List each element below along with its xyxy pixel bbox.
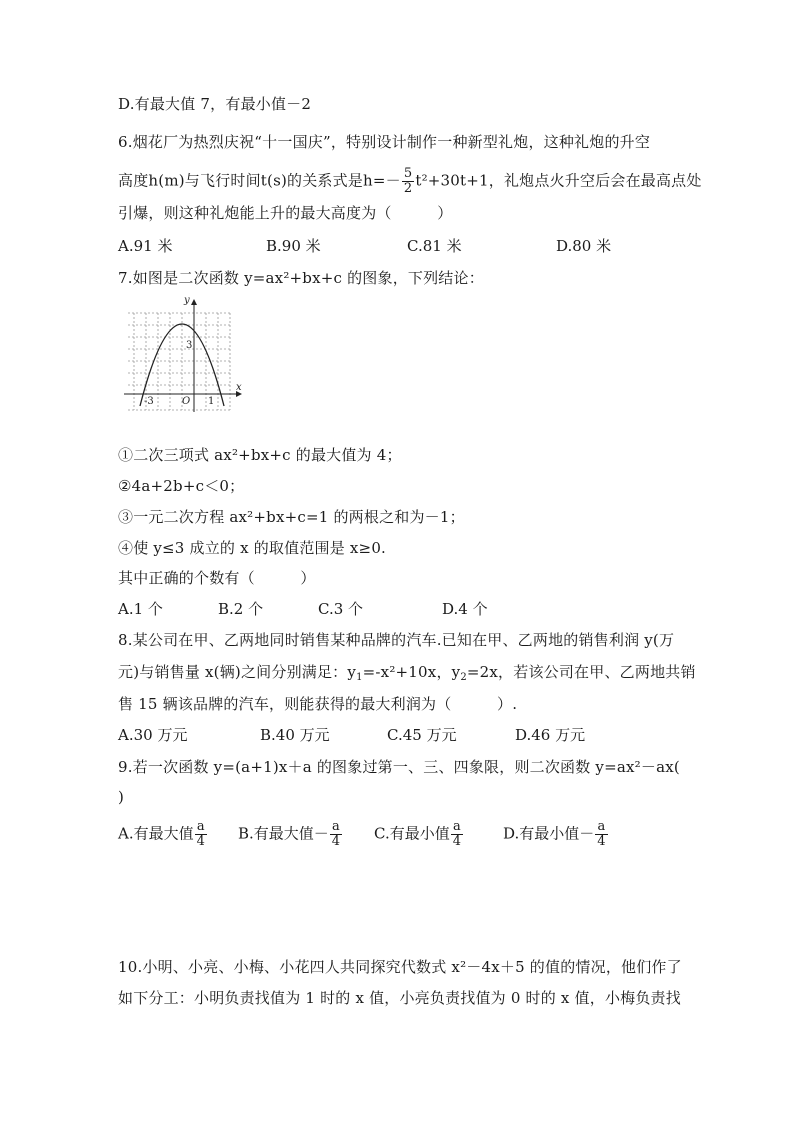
q8-y2-subscript: 2 xyxy=(460,672,467,683)
q6-stem-line1: 6.烟花厂为热烈庆祝“十一国庆”，特别设计制作一种新型礼炮，这种礼炮的升空 xyxy=(118,133,651,151)
q8-option-b: B.40 万元 xyxy=(260,726,330,744)
q10-stem-line2: 如下分工：小明负责找值为 1 时的 x 值，小亮负责找值为 0 时的 x 值，小梅负责找 xyxy=(118,989,681,1007)
q9-option-d-fraction-num: a xyxy=(597,819,606,834)
q6-stem-line2-a: 高度h(m)与飞行时间t(s)的关系式是h=－ xyxy=(118,171,401,190)
q8-stem-line2-a: 元)与销售量 x(辆)之间分别满足：y xyxy=(118,663,357,681)
q6-fraction-den: 2 xyxy=(403,181,413,196)
q9-option-c-fraction-den: 4 xyxy=(452,834,461,849)
q6-fraction xyxy=(402,167,414,196)
q9-option-d-text: D.有最小值－ xyxy=(503,824,595,843)
q9-option-a-fraction xyxy=(195,820,207,849)
q9-option-a-fraction-den: 4 xyxy=(196,834,205,849)
q7-conclusion-1: ①二次三项式 ax²+bx+c 的最大值为 4； xyxy=(118,446,402,464)
tick-label-neg3: -3 xyxy=(144,396,154,407)
tick-label-1: 1 xyxy=(208,396,215,407)
x-axis-label: x xyxy=(236,382,242,393)
q10-stem-line1: 10.小明、小亮、小梅、小花四人共同探究代数式 x²－4x＋5 的值的情况，他们作了 xyxy=(118,958,682,976)
q6-stem-line3: 引爆，则这种礼炮能上升的最大高度为（ ） xyxy=(118,204,453,222)
q6-option-d: D.80 米 xyxy=(556,237,612,255)
q6-option-c: C.81 米 xyxy=(407,237,462,255)
q8-stem-line2-c: =2x，若该公司在甲、乙两地共销 xyxy=(466,663,696,681)
q8-option-a: A.30 万元 xyxy=(118,726,188,744)
q7-conclusion-4: ④使 y≤3 成立的 x 的取值范围是 x≥0. xyxy=(118,539,387,557)
q9-stem-line2: ) xyxy=(118,788,125,806)
q9-option-b xyxy=(238,820,343,849)
q8-option-c: C.45 万元 xyxy=(387,726,457,744)
q9-option-a-fraction-num: a xyxy=(196,819,205,834)
q7-option-c: C.3 个 xyxy=(318,600,364,618)
q9-option-c xyxy=(374,820,464,849)
q9-option-c-text: C.有最小值 xyxy=(374,824,450,843)
q9-option-d xyxy=(503,820,609,849)
q8-y1-subscript: 1 xyxy=(356,672,363,683)
q9-option-d-fraction xyxy=(595,820,607,849)
y-axis-label: y xyxy=(184,295,190,306)
q7-option-b: B.2 个 xyxy=(218,600,264,618)
q6-fraction-num: 5 xyxy=(403,166,413,181)
q9-option-c-fraction xyxy=(451,820,463,849)
q9-option-b-fraction-num: a xyxy=(332,819,340,834)
q9-option-b-fraction xyxy=(330,820,342,849)
q7-conclusion-2: ②4a+2b+c＜0； xyxy=(118,477,245,495)
q9-stem-line1: 9.若一次函数 y=(a+1)x＋a 的图象过第一、三、四象限，则二次函数 y=ax²－ax( xyxy=(118,758,680,776)
q6-option-b: B.90 米 xyxy=(266,237,321,255)
q8-stem-line3: 售 15 辆该品牌的汽车，则能获得的最大利润为（ ）. xyxy=(118,695,518,713)
origin-label: O xyxy=(182,396,191,407)
q9-option-c-fraction-num: a xyxy=(452,819,461,834)
q9-option-b-fraction-den: 4 xyxy=(331,834,341,849)
q9-option-a-text: A.有最大值 xyxy=(118,824,194,843)
q8-stem-line2-b: =-x²+10x，y xyxy=(362,663,461,681)
y-axis-arrow xyxy=(191,299,197,305)
q8-option-d: D.46 万元 xyxy=(515,726,586,744)
q8-stem-line2 xyxy=(118,662,696,688)
q7-parabola-graph xyxy=(118,290,248,415)
q6-stem-line2-b: t²+30t+1，礼炮点火升空后会在最高点处 xyxy=(415,171,702,190)
q6-option-a: A.91 米 xyxy=(118,237,173,255)
q7-question: 其中正确的个数有（ ） xyxy=(118,569,316,587)
q7-conclusion-3: ③一元二次方程 ax²+bx+c=1 的两根之和为－1； xyxy=(118,508,465,526)
q7-option-d: D.4 个 xyxy=(442,600,488,618)
q6-stem-line2 xyxy=(118,167,702,196)
q8-stem-line1: 8.某公司在甲、乙两地同时销售某种品牌的汽车.已知在甲、乙两地的销售利润 y(万 xyxy=(118,631,675,649)
q9-option-a xyxy=(118,820,208,849)
tick-label-3: 3 xyxy=(186,340,193,351)
q7-option-a: A.1 个 xyxy=(118,600,163,618)
q9-option-d-fraction-den: 4 xyxy=(597,834,606,849)
q9-option-b-text: B.有最大值－ xyxy=(238,824,329,843)
q7-stem: 7.如图是二次函数 y=ax²+bx+c 的图象，下列结论： xyxy=(118,269,484,287)
q5-option-d: D.有最大值 7，有最小值－2 xyxy=(118,95,312,113)
